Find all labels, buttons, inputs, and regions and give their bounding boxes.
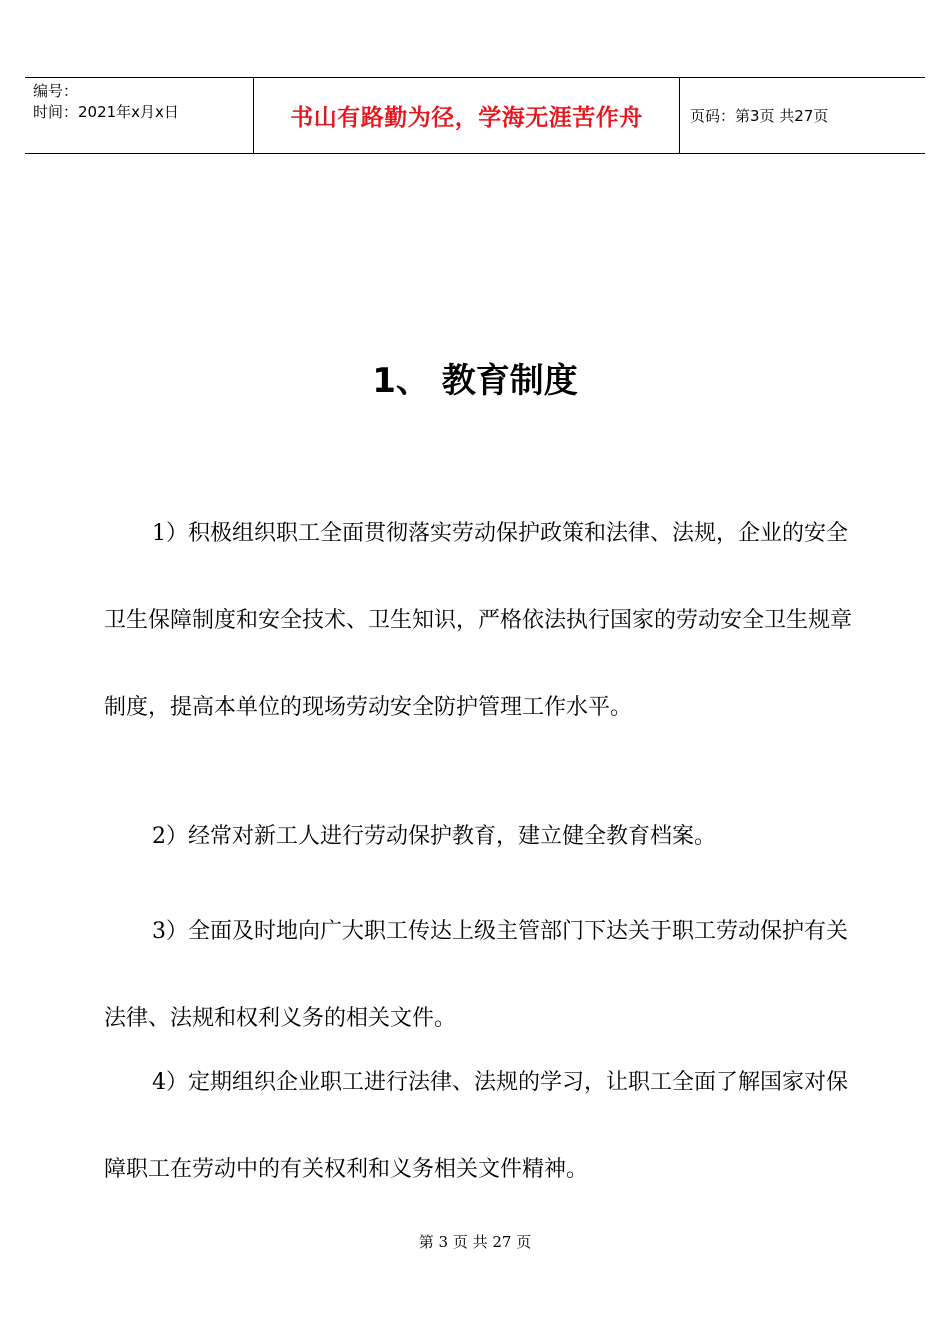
section-title: 1、 教育制度: [372, 361, 578, 401]
header-page-cell: [680, 78, 925, 153]
paragraph-2: 2）经常对新工人进行劳动保护教育，建立健全教育档案。: [152, 824, 716, 849]
paragraph-4: 4）定期组织企业职工进行法律、法规的学习，让职工全面了解国家对保障职工在劳动中的有关权利和义务相关文件精神。: [104, 1070, 848, 1182]
paragraph-3: 3）全面及时地向广大职工传达上级主管部门下达关于职工劳动保护有关法律、法规和权利义务的相关文件。: [104, 919, 848, 1031]
header-motto-cell: [254, 78, 680, 153]
paragraph-1: 1）积极组织职工全面贯彻落实劳动保护政策和法律、法规，企业的安全卫生保障制度和安全技术、卫生知识，严格依法执行国家的劳动安全卫生规章制度，提高本单位的现场劳动安全防护管理工作水平。: [104, 521, 853, 720]
header-meta: [25, 78, 254, 153]
page-footer: 第 3 页 共 27 页: [418, 1233, 532, 1251]
page-header: [25, 77, 925, 154]
header-motto: 书山有路勤为径，学海无涯苦作舟: [290, 104, 643, 131]
document-time: 时间：2021年x月x日: [33, 103, 179, 121]
header-page-number: 页码：第3页 共27页: [690, 107, 829, 125]
document-number-label: 编号：: [33, 82, 79, 100]
